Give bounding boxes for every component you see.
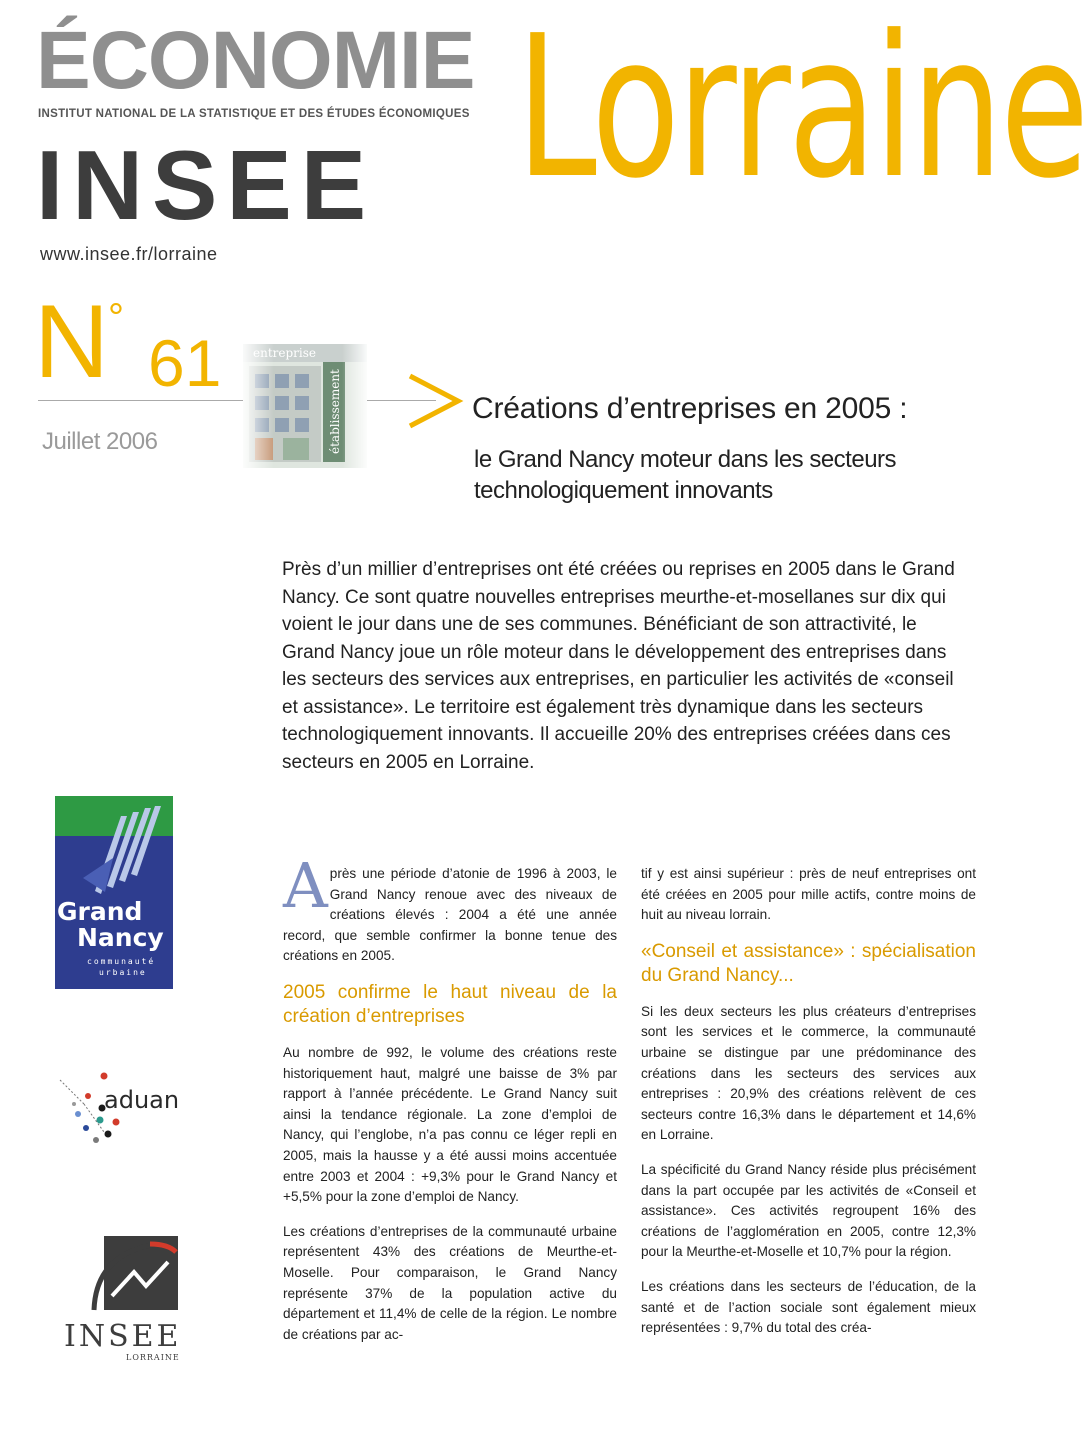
issue-n-letter: N <box>34 284 110 400</box>
grand-nancy-logo <box>55 796 173 989</box>
body-column-right <box>641 864 976 1353</box>
chevron-right-icon <box>404 368 464 434</box>
grand-nancy-logo-sub1: communauté <box>87 957 156 966</box>
body-paragraph: Les créations d’entreprises de la communauté urbaine représentent 43% des créations de Meurthe-et-Moselle. Pour comparaison, le Grand Nancy représente 37% de la population active du département et 11,4% de celle de la région. Le nombre de créations par ac- <box>283 1223 617 1342</box>
section-heading-conseil: «Conseil et assistance» : spécialisation du Grand Nancy... <box>641 940 976 986</box>
issue-number: 61 <box>148 326 222 400</box>
body-paragraph: Si les deux secteurs les plus créateurs d’entreprises sont les services et le commerce, la communauté urbaine se distingue par une prédominance des créations dans les secteurs des services aux entreprises : 20,9% des créations relèvent de ces secteurs contre 16,3% dans le département et 14,6% en Lorraine. <box>641 1003 976 1143</box>
headline-subtitle: le Grand Nancy moteur dans les secteurs technologiquement innovants <box>474 446 897 504</box>
drop-cap: A <box>283 849 328 922</box>
region-title: Lorraine <box>516 0 1086 222</box>
body-paragraph: Les créations dans les secteurs de l’éducation, de la santé et de l’action sociale sont également mieux représentées : 9,7% du total des créa- <box>641 1278 976 1336</box>
aduan-logo-text: aduan <box>104 1086 180 1114</box>
grand-nancy-logo-line1: Grand <box>57 897 143 926</box>
intro-paragraph <box>283 849 617 967</box>
section-heading-2005: 2005 confirme le haut niveau de la création d’entreprises <box>283 981 617 1027</box>
grand-nancy-logo-line2: Nancy <box>77 923 164 952</box>
aduan-logo <box>56 1068 180 1152</box>
insee-lorraine-logo-sub: LORRAINE <box>126 1353 180 1362</box>
building-photo-icon <box>243 344 367 468</box>
institut-subtitle: INSTITUT NATIONAL DE LA STATISTIQUE ET DES ÉTUDES ÉCONOMIQUES <box>38 108 470 120</box>
insee-lorraine-logo-text: INSEE <box>64 1319 182 1354</box>
body-column-left <box>283 849 617 1359</box>
grand-nancy-logo-sub2: urbaine <box>99 968 147 977</box>
intro-paragraph-text: près une période d’atonie de 1996 à 2003, le Grand Nancy renoue avec des niveaux de créations élevés : 2004 a été une année record, que semble confirmer la bonne tenue des créations en 2005. <box>283 866 617 964</box>
body-paragraph: Au nombre de 992, le volume des créations reste historiquement haut, malgré une baisse de 3% par rapport à l’année précédente. Le Grand Nancy suit ainsi la tendance régionale. La zone d’emploi de Nancy, qui l’englobe, n’a pas connu ce léger repli en 2005, mais la hausse y a été aussi moins accentuée entre 2003 et 2004 : +9,3% pour le Grand Nancy et +5,5% pour la zone d’emploi de Nancy. <box>283 1044 617 1205</box>
insee-lorraine-logo <box>64 1232 188 1364</box>
headline-title: Créations d’entreprises en 2005 : <box>472 392 908 425</box>
insee-wordmark: INSEE <box>36 130 376 240</box>
issue-degree-sign: ° <box>108 296 124 340</box>
lead-paragraph: Près d’un millier d’entreprises ont été créées ou reprises en 2005 dans le Grand Nancy. Ce sont quatre nouvelles entreprises meurthe-et-mosellanes sur dix qui voient le jour dans une de ses communes. Bénéficiant de son attractivité, le Grand Nancy joue un rôle moteur dans le développement des entreprises dans les secteurs des services aux entreprises, en particulier les activités de «conseil et assistance». Le territoire est également très dynamique dans les secteurs technologiquement innovants. Il accueille 20% des entreprises créées dans ces secteurs en 2005 en Lorraine. <box>282 559 955 773</box>
economie-title: ÉCONOMIE <box>36 15 475 106</box>
issue-date: Juillet 2006 <box>42 428 158 455</box>
body-paragraph: tif y est ainsi supérieur : près de neuf entreprises ont été créées en 2005 pour mille actifs, contre moins de huit au niveau lorrain. <box>641 866 976 923</box>
body-paragraph: La spécificité du Grand Nancy réside plus précisément dans la part occupée par les activités de «Conseil et assistance». Ces activités regroupent 16% des créations de l’agglomération en 2005, contre 12,3% pour la Meurthe-et-Moselle et 10,7% pour la région. <box>641 1161 976 1260</box>
header-rule <box>38 400 436 401</box>
website-link[interactable]: www.insee.fr/lorraine <box>40 244 218 264</box>
